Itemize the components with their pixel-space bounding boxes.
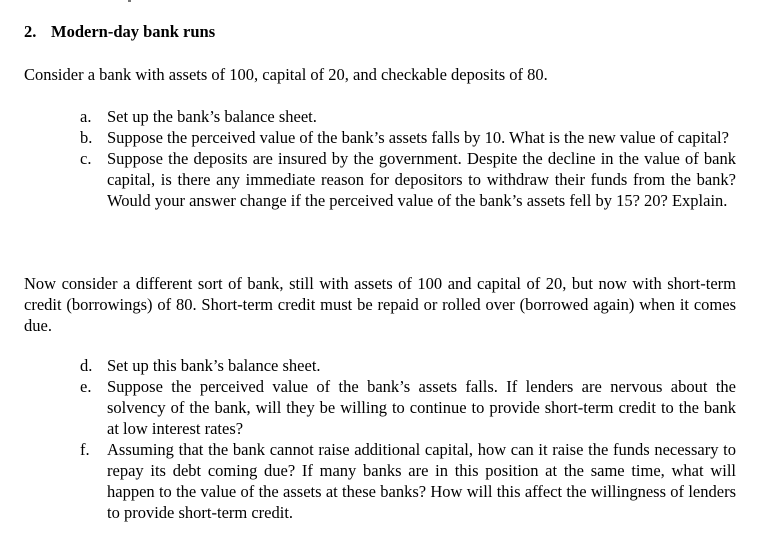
item-text: Set up this bank’s balance sheet. [107, 356, 321, 375]
list-item [80, 106, 736, 127]
page-edge-mark [128, 0, 131, 2]
list-item [80, 148, 736, 211]
question-number: 2. [24, 22, 37, 41]
list-item [80, 355, 736, 376]
list-item [80, 376, 736, 439]
question-title: Modern-day bank runs [51, 22, 216, 41]
question-heading [24, 21, 215, 42]
item-marker: d. [80, 356, 93, 375]
item-marker: a. [80, 107, 92, 126]
question-list-part-2 [80, 355, 736, 523]
second-paragraph: Now consider a different sort of bank, still with assets of 100 and capital of 20, but now with short-term credit (borrowings) of 80. Short-term credit must be repaid or rolled over (borrowed again) when it comes due. [24, 274, 736, 335]
item-text: Suppose the perceived value of the bank’s assets falls. If lenders are nervous about the solvency of the bank, will they be willing to continue to provide short-term credit to the bank at low interest rates? [107, 377, 736, 438]
list-item [80, 439, 736, 523]
item-text: Assuming that the bank cannot raise additional capital, how can it raise the funds necessary to repay its debt coming due? If many banks are in this position at the same time, what will happen to the value of the assets at these banks? How will this affect the willingness of lenders to provide short-term credit. [107, 440, 736, 522]
item-marker: e. [80, 377, 92, 396]
item-text: Set up the bank’s balance sheet. [107, 107, 317, 126]
item-marker: f. [80, 440, 90, 459]
item-text: Suppose the perceived value of the bank’s assets falls by 10. What is the new value of capital? [107, 128, 729, 147]
item-marker: c. [80, 149, 92, 168]
item-text: Suppose the deposits are insured by the government. Despite the decline in the value of bank capital, is there any immediate reason for depositors to withdraw their funds from the bank? Would your answer change if the perceived value of the bank’s assets fell by 15? 20? Explain. [107, 149, 736, 210]
item-marker: b. [80, 128, 93, 147]
list-item [80, 127, 736, 148]
intro-paragraph: Consider a bank with assets of 100, capital of 20, and checkable deposits of 80. [24, 65, 548, 84]
question-list-part-1 [80, 106, 736, 211]
